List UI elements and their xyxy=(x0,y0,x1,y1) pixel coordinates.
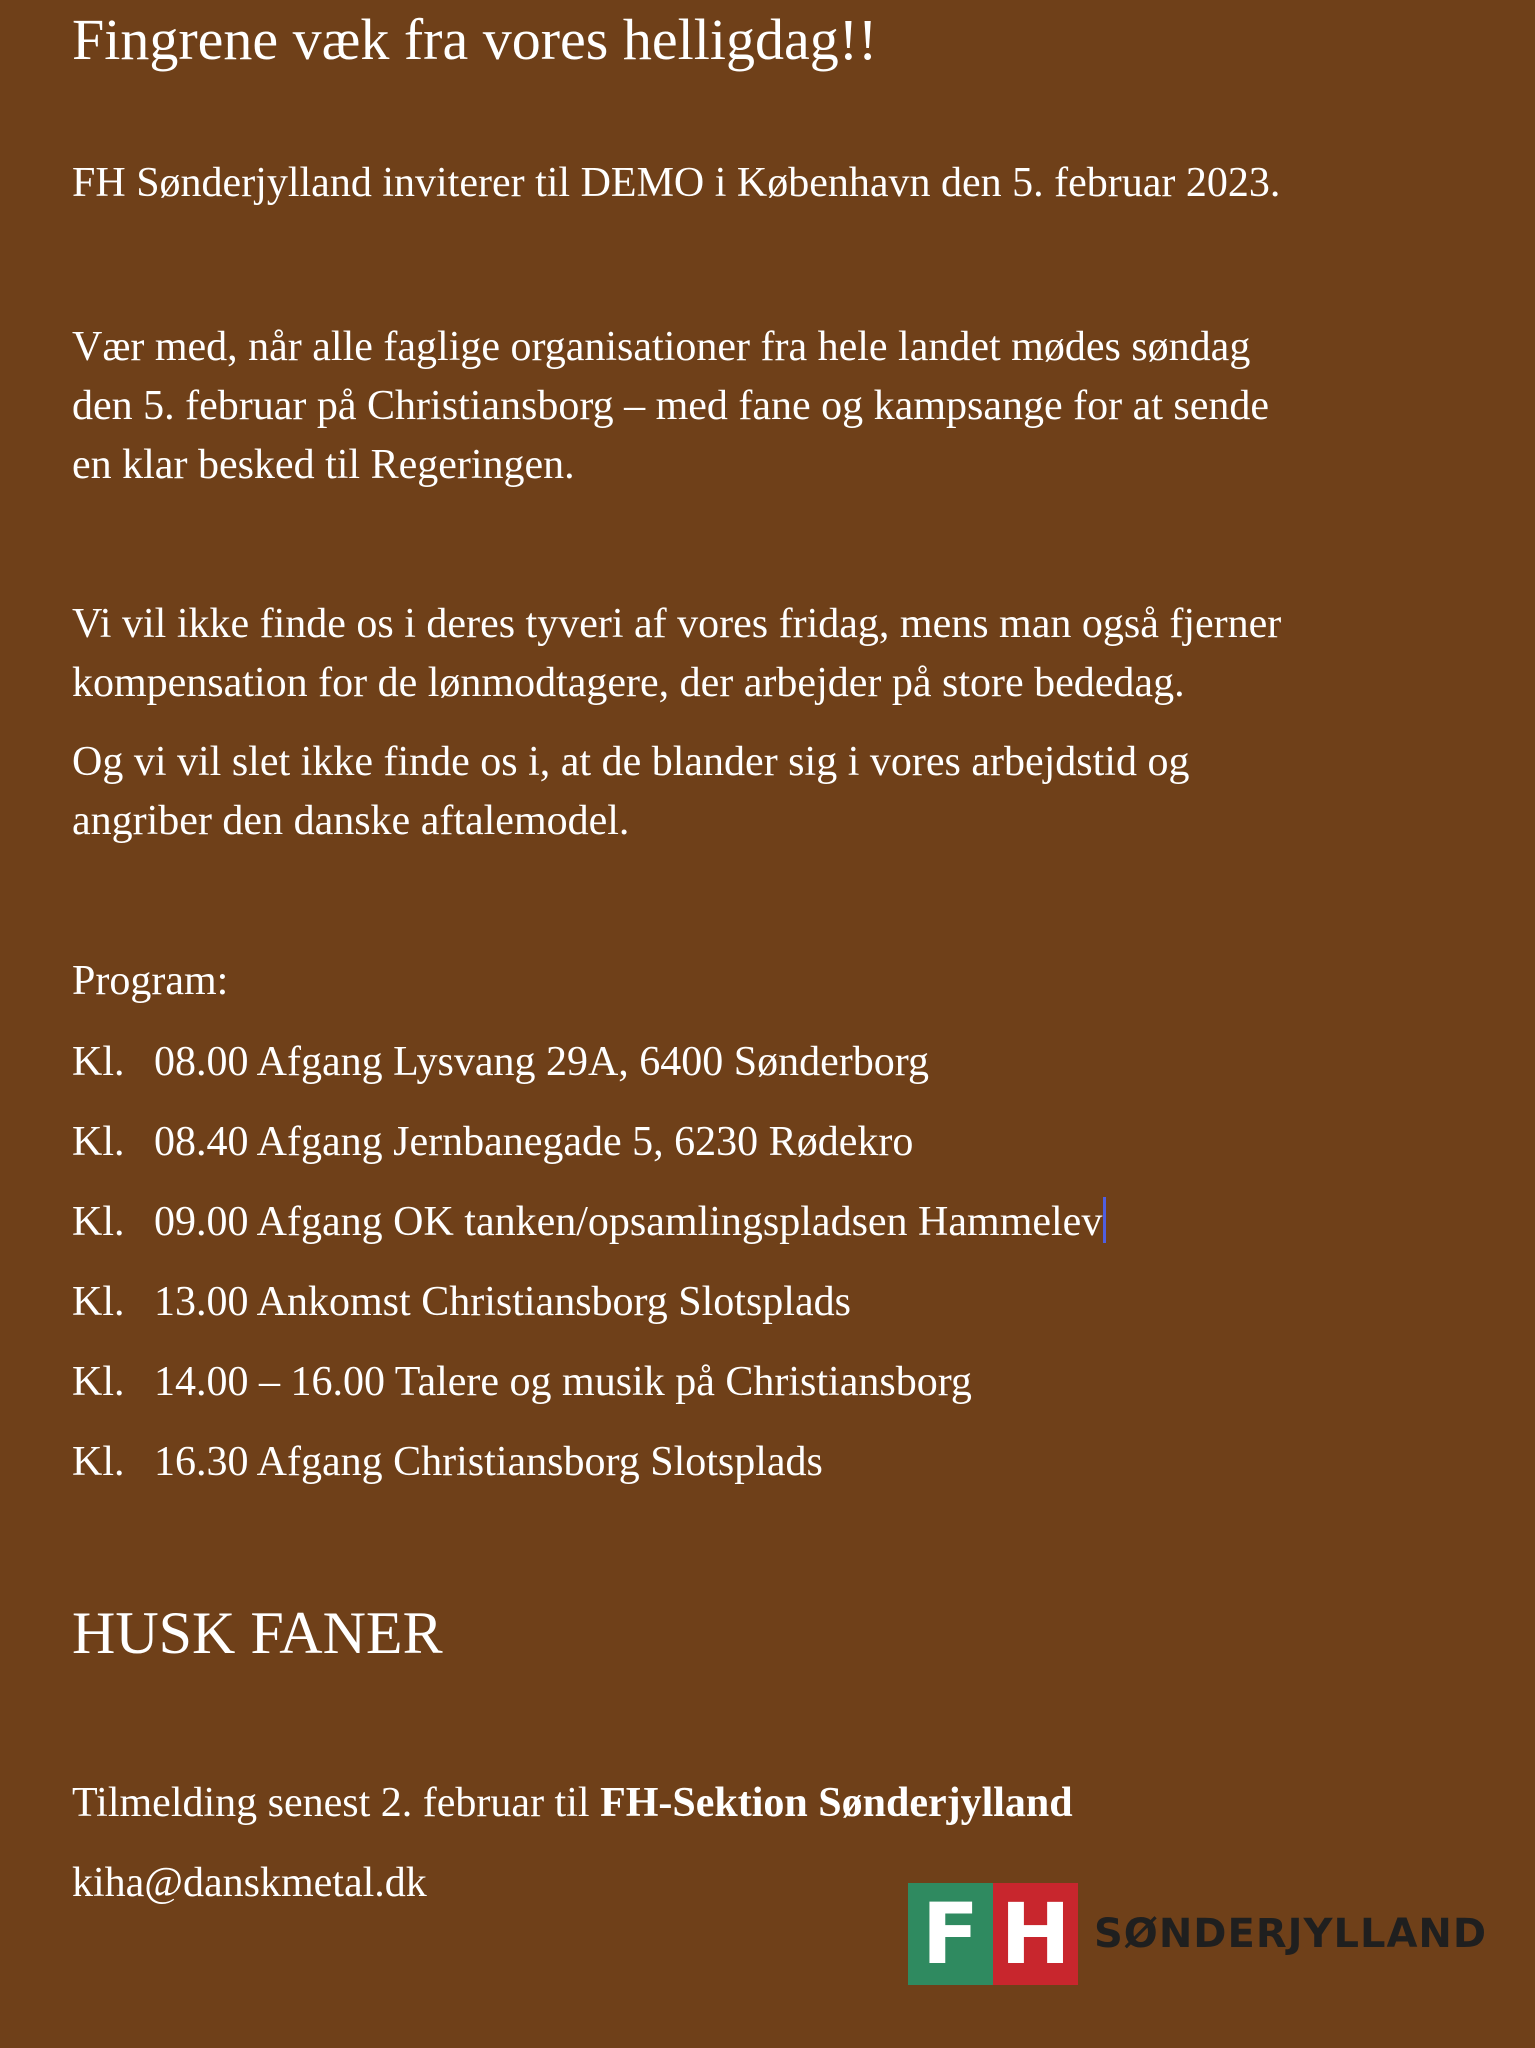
program-item-text: 14.00 – 16.00 Talere og musik på Christiansborg xyxy=(154,1359,972,1405)
logo-letter-h: H xyxy=(993,1883,1078,1985)
text-cursor xyxy=(1103,1197,1106,1243)
fh-logo-mark xyxy=(908,1883,1078,1985)
signup-line xyxy=(72,1774,1073,1833)
document-title: Fingrene væk fra vores helligdag!! xyxy=(72,7,878,72)
program-item-text[interactable]: 09.00 Afgang OK tanken/opsamlingspladsen Hammelev xyxy=(154,1199,1103,1245)
paragraph-2-line-1: Vi vil ikke finde os i deres tyveri af vores fridag, mens man også fjerner xyxy=(72,601,1282,647)
signup-text: Tilmelding senest 2. februar til xyxy=(72,1780,601,1826)
program-item-prefix: Kl. xyxy=(72,1279,125,1325)
program-item-text: 13.00 Ankomst Christiansborg Slotsplads xyxy=(154,1279,851,1325)
fh-sonderjylland-logo xyxy=(908,1883,1498,1985)
paragraph-3-line-2: angriber den danske aftalemodel. xyxy=(72,798,630,844)
signup-email[interactable]: kiha@danskmetal.dk xyxy=(72,1860,427,1906)
paragraph-1-line-1: Vær med, når alle faglige organisationer fra hele landet mødes søndag xyxy=(72,324,1251,370)
program-heading: Program: xyxy=(72,958,229,1004)
program-item-prefix: Kl. xyxy=(72,1119,125,1165)
program-item-text: 08.00 Afgang Lysvang 29A, 6400 Sønderborg xyxy=(154,1039,930,1085)
logo-letter-f: F xyxy=(908,1883,993,1985)
paragraph-2-line-2: kompensation for de lønmodtagere, der arbejder på store bededag. xyxy=(72,660,1185,706)
paragraph-3-line-1: Og vi vil slet ikke finde os i, at de blander sig i vores arbejdstid og xyxy=(72,739,1190,785)
intro-paragraph: FH Sønderjylland inviterer til DEMO i København den 5. februar 2023. xyxy=(72,160,1281,206)
program-item-text: 08.40 Afgang Jernbanegade 5, 6230 Rødekro xyxy=(154,1119,914,1165)
reminder-heading: HUSK FANER xyxy=(72,1600,443,1666)
program-item xyxy=(72,1433,823,1492)
logo-wordmark: SØNDERJYLLAND xyxy=(1094,1911,1488,1957)
paragraph-1-line-3: en klar besked til Regeringen. xyxy=(72,442,575,488)
program-item xyxy=(72,1193,1106,1252)
program-item-prefix: Kl. xyxy=(72,1039,125,1085)
program-item xyxy=(72,1353,972,1412)
program-item xyxy=(72,1273,851,1332)
program-item-prefix: Kl. xyxy=(72,1359,125,1405)
paragraph-1-line-2: den 5. februar på Christiansborg – med fane og kampsange for at sende xyxy=(72,383,1270,429)
program-item xyxy=(72,1033,929,1092)
signup-organisation: FH-Sektion Sønderjylland xyxy=(600,1780,1073,1826)
program-item xyxy=(72,1113,913,1172)
program-item-prefix: Kl. xyxy=(72,1439,125,1485)
program-item-text: 16.30 Afgang Christiansborg Slotsplads xyxy=(154,1439,823,1485)
program-item-prefix: Kl. xyxy=(72,1199,125,1245)
